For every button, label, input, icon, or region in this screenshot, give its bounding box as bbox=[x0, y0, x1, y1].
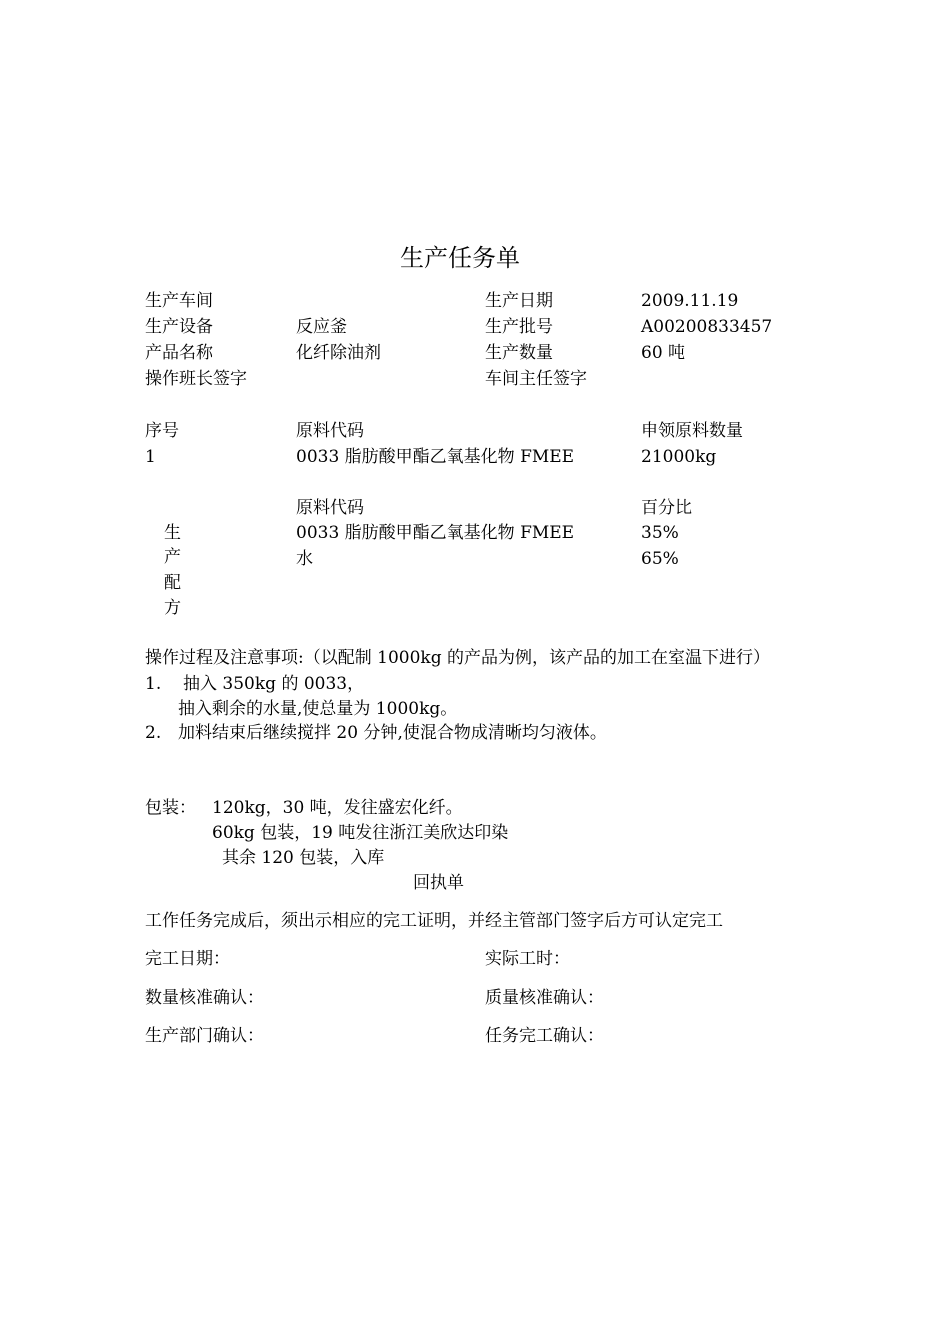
materials-row-code: 0033 脂肪酸甲酯乙氧基化物 FMEE bbox=[296, 447, 575, 467]
quantity-value: 60 吨 bbox=[641, 343, 686, 363]
procedure-step-number: 1. bbox=[145, 674, 162, 694]
batch-value: A00200833457 bbox=[641, 317, 773, 337]
leader-sign-label: 操作班长签字 bbox=[145, 369, 247, 389]
equipment-value: 反应釜 bbox=[296, 317, 347, 337]
packaging-label: 包装： bbox=[145, 798, 196, 818]
actual-hours-label: 实际工时： bbox=[485, 949, 570, 969]
formula-row-pct: 35% bbox=[641, 523, 679, 543]
materials-row-no: 1 bbox=[145, 447, 156, 467]
packaging-line: 120kg，30 吨，发往盛宏化纤。 bbox=[212, 798, 463, 818]
batch-label: 生产批号 bbox=[485, 317, 553, 337]
quality-confirm-label: 质量核准确认： bbox=[485, 988, 604, 1008]
materials-row-qty: 21000kg bbox=[641, 447, 717, 467]
finish-date-label: 完工日期： bbox=[145, 949, 230, 969]
procedure-step-text: 加料结束后继续搅拌 20 分钟,使混合物成清晰均匀液体。 bbox=[178, 723, 607, 743]
formula-side-char: 方 bbox=[164, 598, 181, 618]
receipt-note: 工作任务完成后，须出示相应的完工证明，并经主管部门签字后方可认定完工 bbox=[145, 911, 723, 931]
packaging-line: 60kg 包装，19 吨发往浙江美欣达印染 bbox=[212, 823, 509, 843]
materials-header-no: 序号 bbox=[145, 421, 179, 441]
page-title: 生产任务单 bbox=[400, 244, 520, 272]
procedure-step-subtext: 抽入剩余的水量,使总量为 1000kg。 bbox=[178, 699, 458, 719]
task-confirm-label: 任务完工确认： bbox=[485, 1026, 604, 1046]
formula-side-char: 生 bbox=[164, 523, 181, 543]
formula-row-pct: 65% bbox=[641, 549, 679, 569]
materials-header-code: 原料代码 bbox=[296, 421, 364, 441]
workshop-label: 生产车间 bbox=[145, 291, 213, 311]
date-value: 2009.11.19 bbox=[641, 291, 739, 311]
dept-confirm-label: 生产部门确认： bbox=[145, 1026, 264, 1046]
packaging-line: 其余 120 包装，入库 bbox=[222, 848, 385, 868]
formula-header-code: 原料代码 bbox=[296, 498, 364, 518]
qty-confirm-label: 数量核准确认： bbox=[145, 988, 264, 1008]
equipment-label: 生产设备 bbox=[145, 317, 213, 337]
formula-header-pct: 百分比 bbox=[641, 498, 692, 518]
product-value: 化纤除油剂 bbox=[296, 343, 381, 363]
formula-row-code: 0033 脂肪酸甲酯乙氧基化物 FMEE bbox=[296, 523, 575, 543]
date-label: 生产日期 bbox=[485, 291, 553, 311]
procedure-step-text: 抽入 350kg 的 0033， bbox=[183, 674, 365, 694]
quantity-label: 生产数量 bbox=[485, 343, 553, 363]
director-sign-label: 车间主任签字 bbox=[485, 369, 587, 389]
procedure-heading: 操作过程及注意事项:（以配制 1000kg 的产品为例，该产品的加工在室温下进行） bbox=[145, 648, 770, 668]
formula-side-char: 产 bbox=[164, 547, 181, 567]
receipt-title: 回执单 bbox=[413, 873, 464, 893]
formula-row-code: 水 bbox=[296, 549, 313, 569]
materials-header-qty: 申领原料数量 bbox=[641, 421, 743, 441]
product-label: 产品名称 bbox=[145, 343, 213, 363]
procedure-step-number: 2. bbox=[145, 723, 162, 743]
formula-side-char: 配 bbox=[164, 573, 181, 593]
